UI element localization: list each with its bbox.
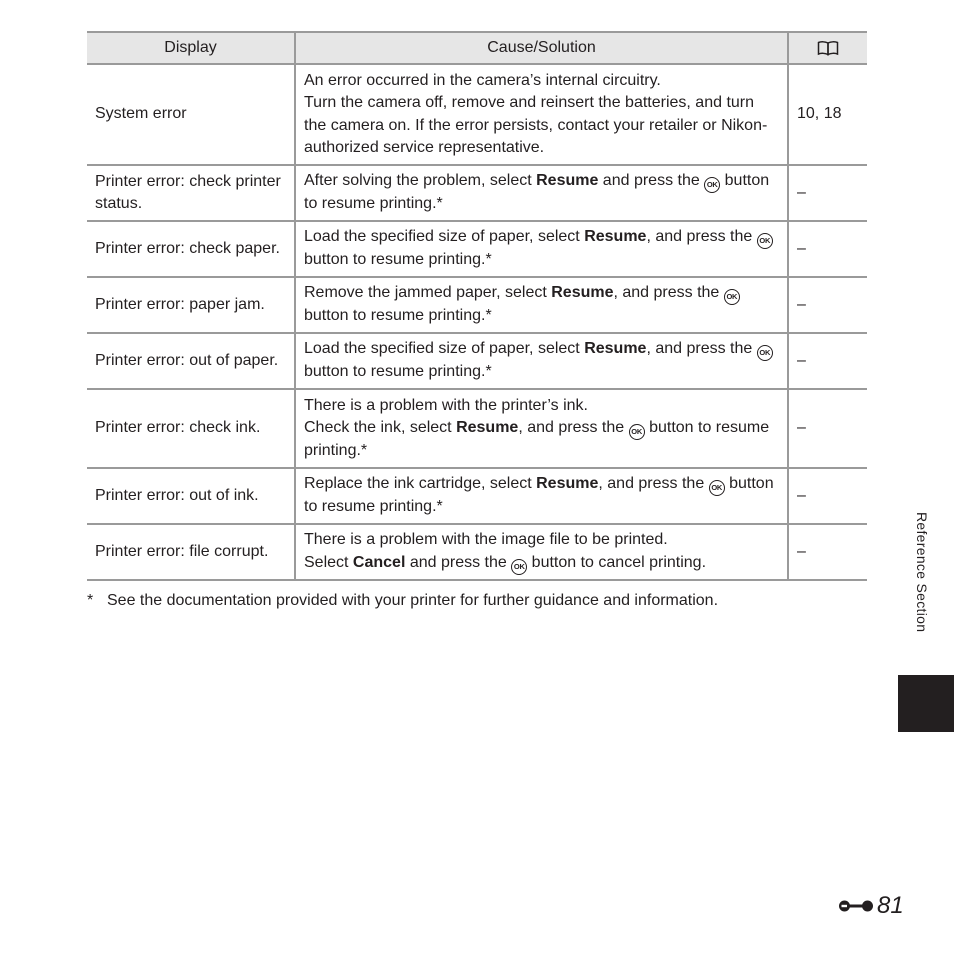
- cause-solution-cell: [295, 277, 788, 333]
- section-side-label: Reference Section: [914, 512, 930, 633]
- display-cell: Printer error: out of ink.: [87, 468, 295, 524]
- cause-text: Select: [304, 553, 353, 571]
- cause-line: [304, 338, 779, 384]
- ok-button-icon: OK: [724, 289, 740, 305]
- cause-line: [304, 552, 779, 575]
- ok-button-icon: OK: [511, 559, 527, 575]
- header-cause-solution: Cause/Solution: [295, 32, 788, 64]
- cause-line: [304, 529, 779, 552]
- table-row: [87, 165, 867, 221]
- cause-line: [304, 70, 779, 93]
- cause-line: [304, 395, 779, 418]
- display-cell: Printer error: check ink.: [87, 389, 295, 468]
- cause-text: There is a problem with the printer’s ink.: [304, 396, 588, 414]
- cause-text: Check the ink, select: [304, 419, 457, 436]
- menu-option-label: Resume: [584, 340, 647, 358]
- error-table: [87, 31, 867, 581]
- cause-solution-cell: [295, 221, 788, 277]
- cause-text: button to cancel printing.: [527, 553, 707, 571]
- cause-text: An error occurred in the camera’s internal circuitry.: [304, 71, 661, 89]
- table-row: [87, 221, 867, 277]
- ok-button-icon: OK: [757, 345, 773, 361]
- reference-cell: –: [788, 468, 867, 524]
- book-icon: [817, 40, 839, 56]
- display-cell: Printer error: file corrupt.: [87, 524, 295, 580]
- table-row: [87, 468, 867, 524]
- table-header-row: [87, 32, 867, 64]
- table-row: [87, 524, 867, 580]
- cause-text: Replace the ink cartridge, select: [304, 475, 537, 493]
- display-cell: Printer error: check printer status.: [87, 165, 295, 221]
- header-display: Display: [87, 32, 295, 64]
- cause-text: button to resume printing.*: [304, 363, 492, 381]
- cause-text: There is a problem with the image file to be printed.: [304, 531, 668, 549]
- cause-text: button to resume printing.*: [304, 307, 492, 325]
- table-row: [87, 64, 867, 165]
- footnote-marker: *: [87, 592, 94, 609]
- menu-option-label: Resume: [536, 172, 599, 190]
- header-reference: [788, 32, 867, 64]
- reference-cell: –: [788, 524, 867, 580]
- cause-text: button to resume printing.*: [304, 251, 492, 269]
- cause-line: [304, 170, 779, 216]
- cause-text: button to resume printing.*: [304, 475, 774, 516]
- display-cell: Printer error: check paper.: [87, 221, 295, 277]
- ok-button-icon: OK: [757, 233, 773, 249]
- cause-text: button to resume printing.*: [304, 419, 770, 459]
- display-cell: Printer error: paper jam.: [87, 277, 295, 333]
- cause-text: , and press the: [646, 340, 757, 358]
- reference-cell: –: [788, 333, 867, 389]
- section-tab-marker: [898, 675, 954, 732]
- menu-option-label: Resume: [456, 419, 519, 436]
- page-number: [838, 891, 904, 921]
- cause-text: button to resume printing.*: [304, 172, 770, 213]
- cause-solution-cell: [295, 165, 788, 221]
- cause-solution-cell: [295, 468, 788, 524]
- table-row: [87, 389, 867, 468]
- table-row: [87, 333, 867, 389]
- ok-button-icon: OK: [704, 177, 720, 193]
- footnote: [87, 590, 718, 612]
- menu-option-label: Resume: [584, 228, 647, 246]
- menu-option-label: Resume: [536, 475, 599, 493]
- display-cell: System error: [87, 64, 295, 165]
- menu-option-label: Resume: [551, 284, 614, 302]
- menu-option-label: Cancel: [352, 553, 406, 571]
- cause-text: , and press the: [518, 419, 629, 436]
- cause-text: Load the specified size of paper, select: [304, 340, 585, 358]
- cause-text: Remove the jammed paper, select: [304, 284, 552, 302]
- cause-line: [304, 417, 779, 463]
- reference-cell: –: [788, 389, 867, 468]
- cause-text: Load the specified size of paper, select: [304, 228, 585, 246]
- cause-text: After solving the problem, select: [304, 172, 537, 190]
- reference-cell: 10, 18: [788, 64, 867, 165]
- cause-text: and press the: [598, 172, 705, 190]
- cause-solution-cell: [295, 389, 788, 468]
- page-number-text: 81: [877, 892, 904, 919]
- ok-button-icon: OK: [709, 480, 725, 496]
- cause-text: , and press the: [613, 284, 724, 302]
- ok-button-icon: OK: [629, 424, 645, 440]
- table-row: [87, 277, 867, 333]
- cause-solution-cell: [295, 524, 788, 580]
- reference-cell: –: [788, 277, 867, 333]
- display-cell: Printer error: out of paper.: [87, 333, 295, 389]
- cause-text: , and press the: [598, 475, 709, 493]
- cause-line: [304, 92, 779, 160]
- reference-cell: –: [788, 221, 867, 277]
- e-section-icon: [838, 895, 874, 917]
- cause-text: and press the: [405, 553, 512, 571]
- cause-line: [304, 473, 779, 519]
- cause-text: , and press the: [646, 228, 757, 246]
- cause-line: [304, 226, 779, 272]
- cause-solution-cell: [295, 64, 788, 165]
- cause-line: [304, 282, 779, 328]
- reference-cell: –: [788, 165, 867, 221]
- footnote-text: See the documentation provided with your printer for further guidance and information.: [107, 592, 719, 609]
- cause-text: Turn the camera off, remove and reinsert the batteries, and turn the camera on. If the error persists, contact your retailer or Nikon-authorized service representative.: [304, 94, 768, 156]
- cause-solution-cell: [295, 333, 788, 389]
